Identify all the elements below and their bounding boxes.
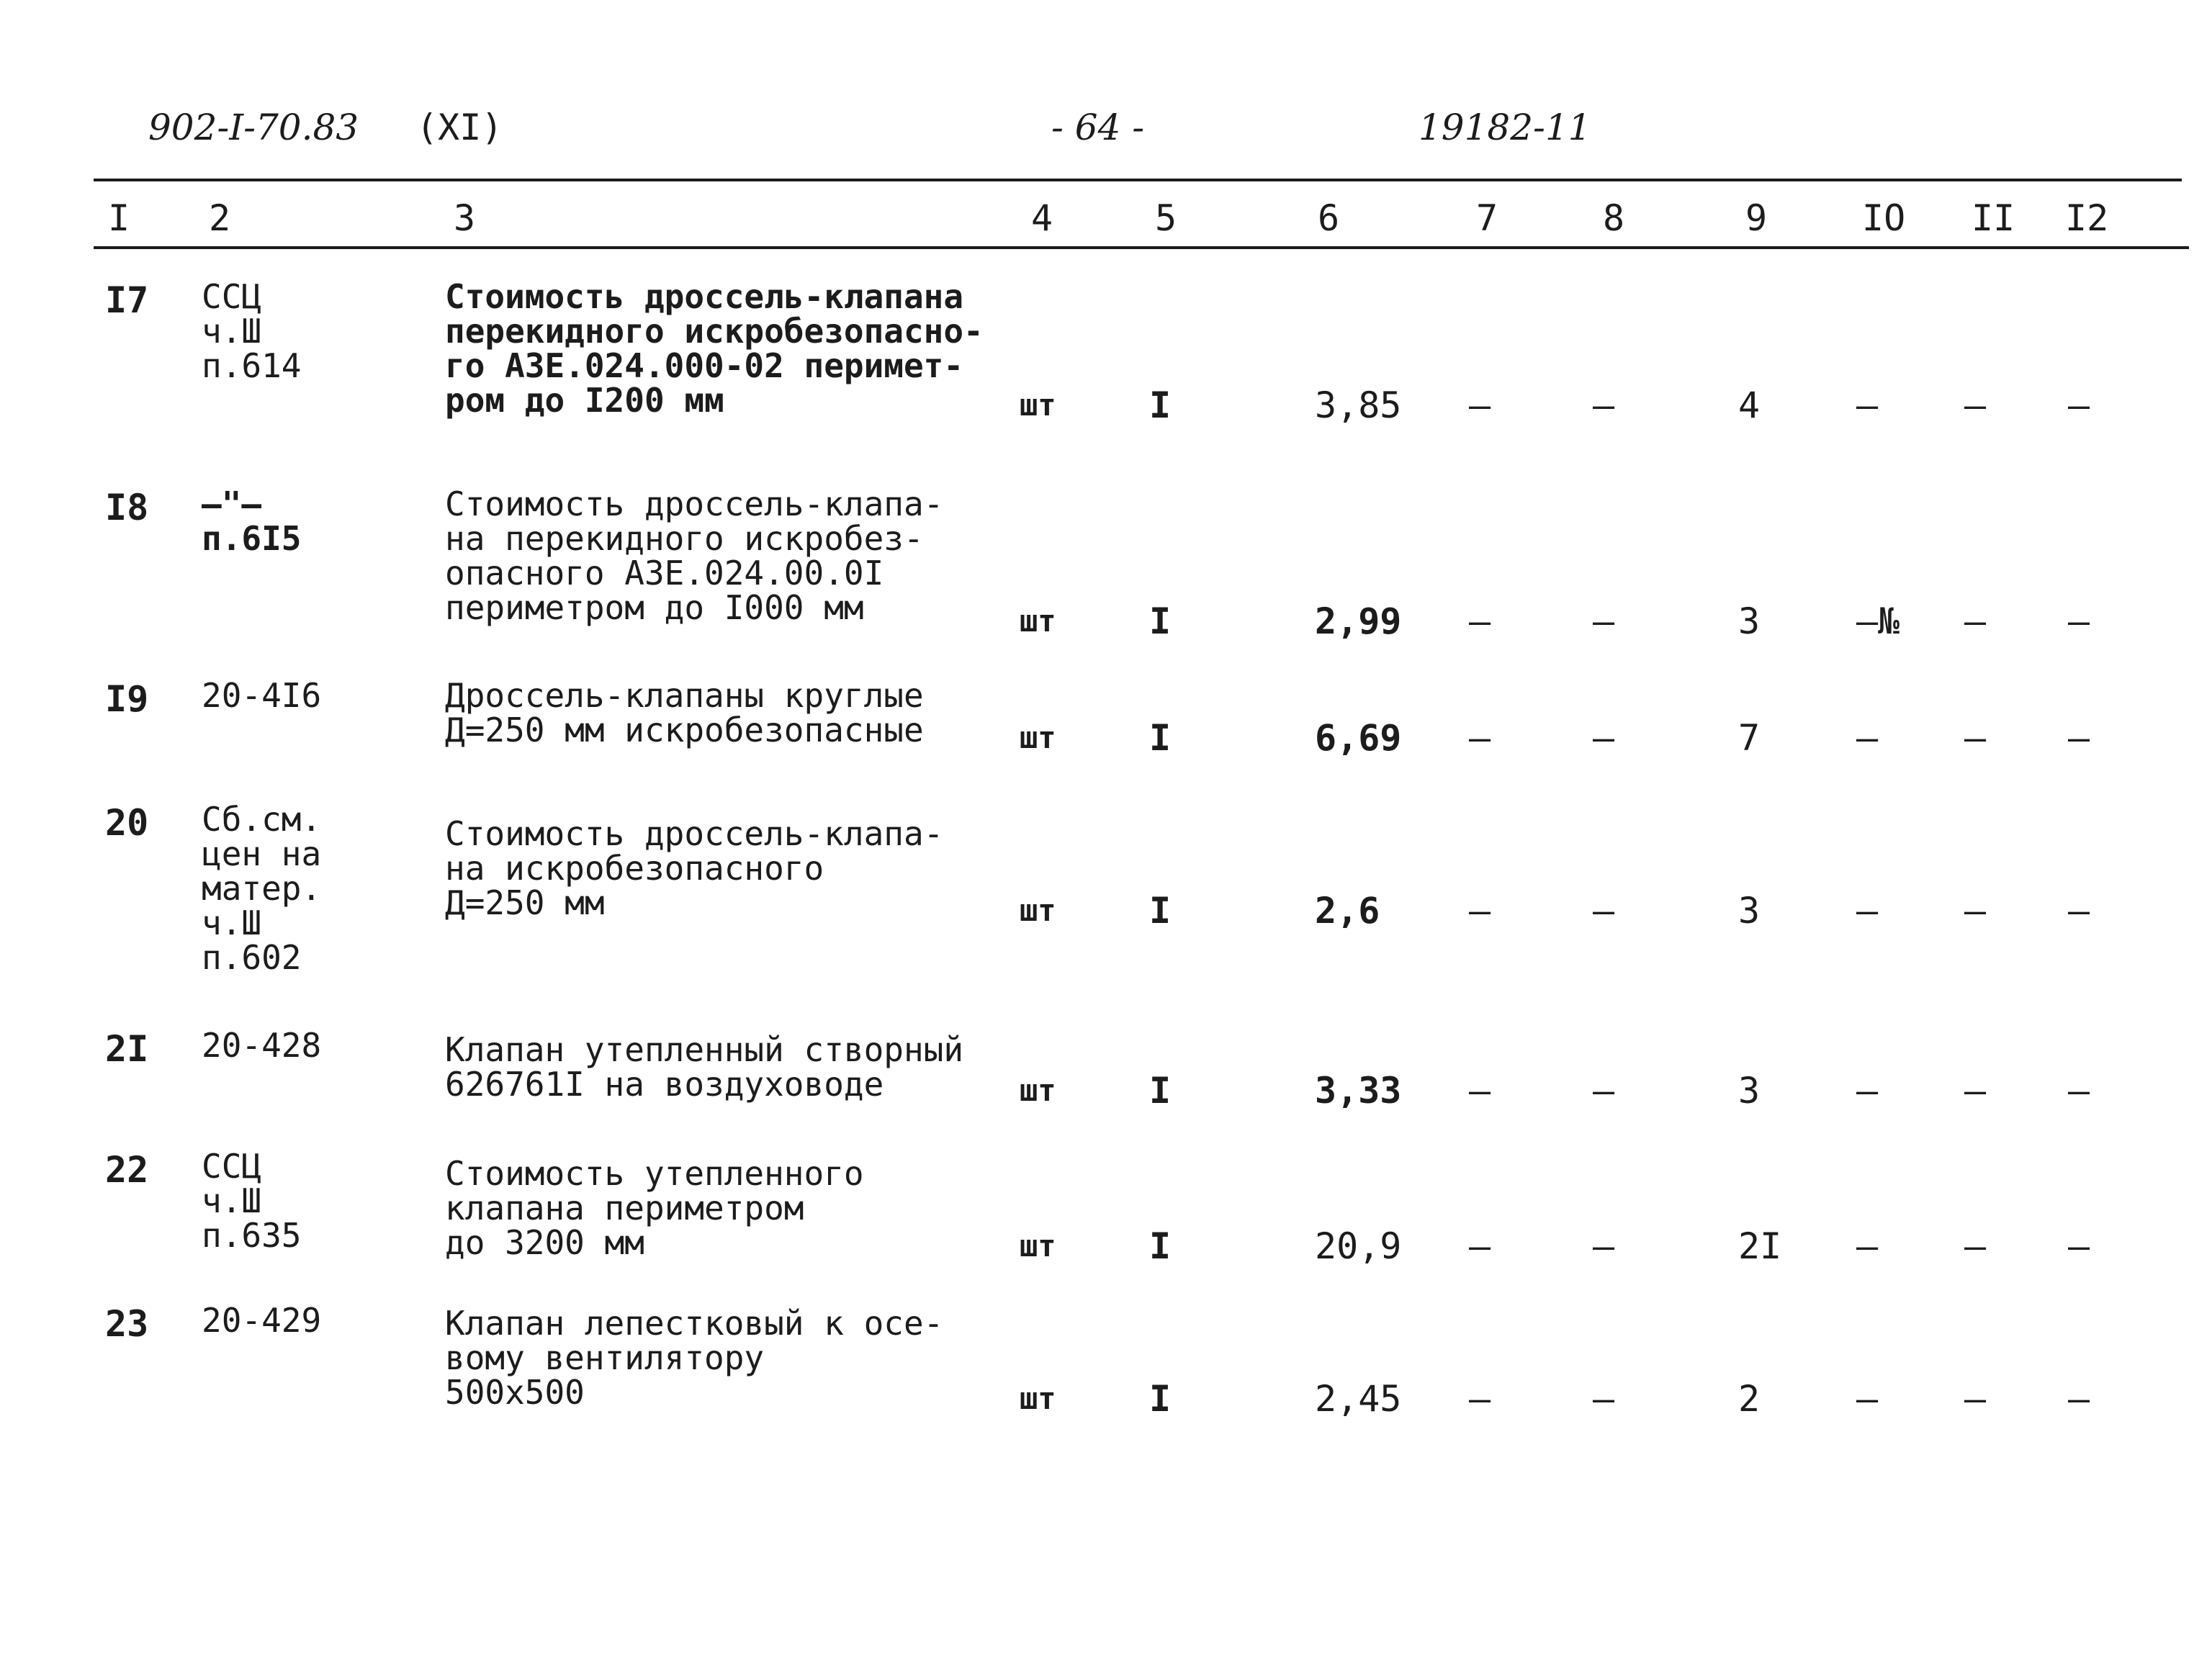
header-rule	[94, 246, 2189, 249]
page-number: - 64 -	[1051, 107, 1145, 148]
col7-value: –	[1469, 1070, 1491, 1112]
column-header: 2	[209, 197, 231, 239]
total-cost: 3	[1738, 890, 1761, 932]
item-description: Стоимость дроссель-клапана перекидного искробезопасно- го АЗЕ.024.000-02 перимет- ром до I200 мм	[445, 277, 984, 420]
row-number: 20	[105, 802, 149, 844]
price-reference: 20-429	[202, 1301, 322, 1340]
quantity: I	[1149, 890, 1172, 932]
quantity: I	[1149, 600, 1172, 642]
column-header: 6	[1318, 197, 1340, 239]
top-rule	[94, 179, 2182, 181]
quantity: I	[1149, 1225, 1172, 1267]
col12-value: –	[2068, 384, 2090, 426]
item-description: Стоимость дроссель-клапа- на перекидного искробез- опасного АЗЕ.024.00.0I периметром до I000 мм	[445, 485, 944, 627]
column-header: 8	[1603, 197, 1625, 239]
price-reference: 20-4I6	[202, 676, 322, 715]
item-description: Клапан лепестковый к осе- вому вентилятору 500х500	[445, 1304, 944, 1412]
total-cost: 2I	[1738, 1225, 1782, 1267]
document-code: 902-I-70.83	[148, 107, 359, 148]
col12-value: –	[2068, 1070, 2090, 1112]
col11-value: –	[1964, 890, 1987, 932]
col11-value: –	[1964, 600, 1987, 642]
unit-price: 2,6	[1315, 890, 1380, 932]
row-number: 22	[105, 1149, 149, 1191]
total-cost: 7	[1738, 717, 1761, 759]
col10-value: –	[1856, 890, 1879, 932]
unit: шт	[1020, 1073, 1056, 1108]
unit: шт	[1020, 387, 1056, 423]
unit: шт	[1020, 1228, 1056, 1263]
col12-value: –	[2068, 890, 2090, 932]
col11-value: –	[1964, 1378, 1987, 1420]
unit-price: 3,33	[1315, 1070, 1402, 1112]
price-reference: –"– п.6I5	[202, 485, 302, 558]
unit: шт	[1020, 893, 1056, 928]
col8-value: –	[1593, 1070, 1615, 1112]
col7-value: –	[1469, 384, 1491, 426]
unit: шт	[1020, 1381, 1056, 1416]
item-description: Стоимость дроссель-клапа- на искробезопасного Д=250 мм	[445, 814, 944, 922]
col10-value: –	[1856, 1225, 1879, 1267]
total-cost: 2	[1738, 1378, 1761, 1420]
price-reference: ССЦ ч.Ш п.614	[202, 277, 302, 385]
col7-value: –	[1469, 1378, 1491, 1420]
item-description: Клапан утепленный створный 626761I на воздуховоде	[445, 1030, 964, 1104]
document-part: (XI)	[416, 107, 503, 148]
col11-value: –	[1964, 1225, 1987, 1267]
price-reference: ССЦ ч.Ш п.635	[202, 1147, 302, 1255]
unit-price: 2,45	[1315, 1378, 1402, 1420]
col7-value: –	[1469, 600, 1491, 642]
column-header: 5	[1155, 197, 1177, 239]
col7-value: –	[1469, 1225, 1491, 1267]
col8-value: –	[1593, 890, 1615, 932]
column-header: IO	[1862, 197, 1906, 239]
unit-price: 3,85	[1315, 384, 1402, 426]
total-cost: 3	[1738, 1070, 1761, 1112]
row-number: 23	[105, 1303, 149, 1345]
unit-price: 6,69	[1315, 717, 1402, 759]
col10-value: –№	[1856, 600, 1900, 642]
col11-value: –	[1964, 384, 1987, 426]
col7-value: –	[1469, 717, 1491, 759]
col10-value: –	[1856, 1378, 1879, 1420]
quantity: I	[1149, 1378, 1172, 1420]
col8-value: –	[1593, 384, 1615, 426]
column-header-row	[0, 197, 2212, 248]
col12-value: –	[2068, 717, 2090, 759]
total-cost: 4	[1738, 384, 1761, 426]
row-number: I8	[105, 487, 149, 528]
column-header: 7	[1476, 197, 1498, 239]
column-header: I	[108, 197, 130, 239]
col8-value: –	[1593, 1378, 1615, 1420]
col8-value: –	[1593, 600, 1615, 642]
total-cost: 3	[1738, 600, 1761, 642]
col7-value: –	[1469, 890, 1491, 932]
row-number: I9	[105, 678, 149, 720]
col8-value: –	[1593, 1225, 1615, 1267]
col12-value: –	[2068, 600, 2090, 642]
column-header: 9	[1745, 197, 1768, 239]
item-description: Дроссель-клапаны круглые Д=250 мм искробезопасные	[445, 676, 924, 749]
row-number: 2I	[105, 1028, 149, 1070]
col12-value: –	[2068, 1378, 2090, 1420]
inventory-number: 19182-11	[1419, 107, 1591, 148]
page-header	[0, 107, 2212, 164]
unit: шт	[1020, 720, 1056, 755]
column-header: 4	[1031, 197, 1053, 239]
col10-value: –	[1856, 384, 1879, 426]
column-header: 3	[454, 197, 476, 239]
unit-price: 2,99	[1315, 600, 1402, 642]
unit-price: 20,9	[1315, 1225, 1402, 1267]
col11-value: –	[1964, 1070, 1987, 1112]
row-number: I7	[105, 279, 149, 321]
price-reference: Сб.см. цен на матер. ч.Ш п.602	[202, 800, 322, 977]
col10-value: –	[1856, 1070, 1879, 1112]
quantity: I	[1149, 1070, 1172, 1112]
col8-value: –	[1593, 717, 1615, 759]
quantity: I	[1149, 384, 1172, 426]
col11-value: –	[1964, 717, 1987, 759]
quantity: I	[1149, 717, 1172, 759]
column-header: II	[1972, 197, 2015, 239]
item-description: Стоимость утепленного клапана периметром до 3200 мм	[445, 1154, 864, 1262]
unit: шт	[1020, 603, 1056, 639]
col10-value: –	[1856, 717, 1879, 759]
price-reference: 20-428	[202, 1026, 322, 1065]
col12-value: –	[2068, 1225, 2090, 1267]
column-header: I2	[2065, 197, 2109, 239]
